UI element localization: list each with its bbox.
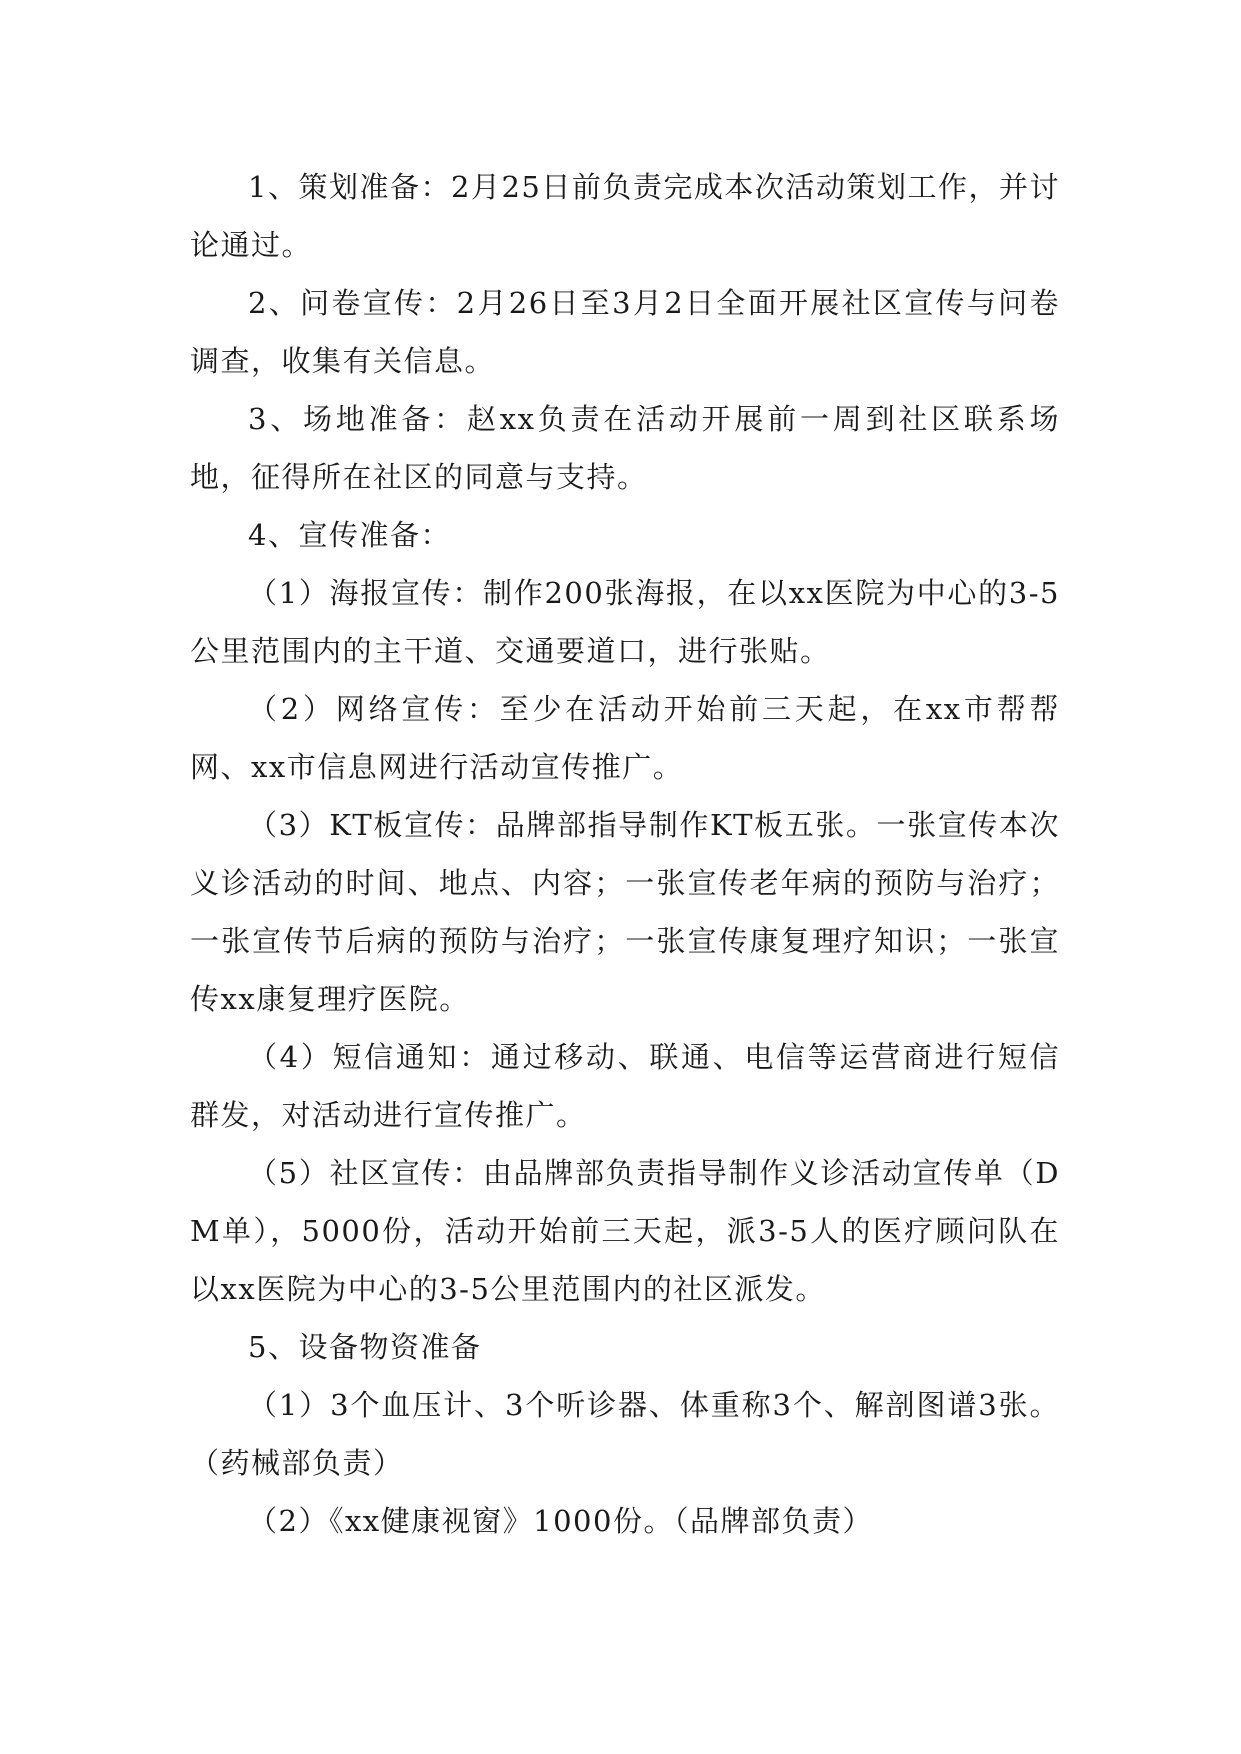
document-body [190,158,1060,1550]
paragraph-sms: （4）短信通知：通过移动、联通、电信等运营商进行短信群发，对活动进行宣传推广。 [190,1040,1060,1132]
paragraph-online: （2）网络宣传：至少在活动开始前三天起，在xx市帮帮网、xx市信息网进行活动宣传推广。 [190,692,1060,784]
paragraph-planning: 1、策划准备：2月25日前负责完成本次活动策划工作，并讨论通过。 [190,170,1060,262]
paragraph-poster: （1）海报宣传：制作200张海报，在以xx医院为中心的3-5公里范围内的主干道、交通要道口，进行张贴。 [190,576,1060,668]
paragraph-equipment-heading: 5、设备物资准备 [248,1330,482,1364]
paragraph-questionnaire: 2、问卷宣传：2月26日至3月2日全面开展社区宣传与问卷调查，收集有关信息。 [190,286,1060,378]
paragraph-equipment-1: （1）3个血压计、3个听诊器、体重称3个、解剖图谱3张。（药械部负责） [190,1388,1060,1480]
paragraph-publicity-heading: 4、宣传准备： [248,518,451,552]
paragraph-venue: 3、场地准备：赵xx负责在活动开展前一周到社区联系场地，征得所在社区的同意与支持。 [190,402,1060,494]
paragraph-community: （5）社区宣传：由品牌部负责指导制作义诊活动宣传单（DM单），5000份，活动开始前三天起，派3-5人的医疗顾问队在以xx医院为中心的3-5公里范围内的社区派发。 [190,1156,1060,1306]
paragraph-kt-board: （3）KT板宣传：品牌部指导制作KT板五张。一张宣传本次义诊活动的时间、地点、内容；一张宣传老年病的预防与治疗；一张宣传节后病的预防与治疗；一张宣传康复理疗知识；一张宣传xx康复理疗医院。 [190,808,1060,1016]
paragraph-equipment-2: （2）《xx健康视窗》1000份。（品牌部负责） [248,1504,873,1538]
